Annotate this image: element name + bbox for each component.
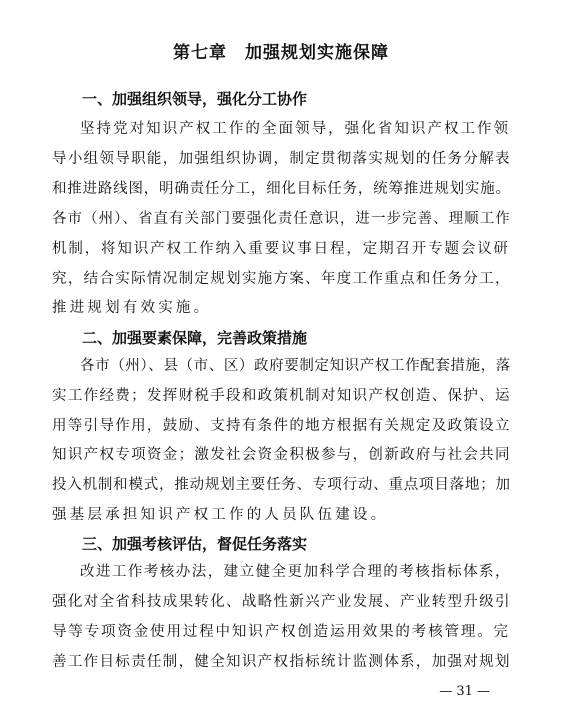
paragraph-line: 实工作经费；发挥财税手段和政策机制对知识产权创造、保护、运 [52,388,511,404]
paragraph-line: 各市（州）、省直有关部门要强化责任意识，进一步完善、理顺工作 [52,211,511,227]
paragraph-line: 各市（州）、县（市、区）政府要制定知识产权工作配套措施，落 [80,358,511,374]
paragraph-line: 和推进路线图，明确责任分工，细化目标任务，统筹推进规划实施。 [52,181,511,197]
paragraph-line: 导小组领导职能，加强组织协调，制定贯彻落实规划的任务分解表 [52,151,511,167]
page-number: — 31 — [439,684,490,699]
paragraph-line: 导等专项资金使用过程中知识产权创造运用效果的考核管理。完 [52,624,510,640]
chapter-title: 第七章 加强规划实施保障 [173,43,389,63]
paragraph-line: 机制，将知识产权工作纳入重要议事日程，定期召开专题会议研 [52,241,510,257]
section-heading-1: 一、加强组织领导，强化分工协作 [82,90,308,108]
paragraph-line: 善工作目标责任制，健全知识产权指标统计监测体系，加强对规划 [52,654,511,670]
paragraph-line: 坚持党对知识产权工作的全面领导，强化省知识产权工作领 [80,121,511,137]
paragraph-line: 改进工作考核办法，建立健全更加科学合理的考核指标体系， [80,564,511,580]
section-heading-3: 三、加强考核评估，督促任务落实 [82,535,308,553]
paragraph-line: 强化对全省科技成果转化、战略性新兴产业发展、产业转型升级引 [52,594,511,610]
paragraph-line: 知识产权专项资金；激发社会资金积极参与，创新政府与社会共同 [52,447,511,463]
paragraph-line: 用等引导作用，鼓励、支持有条件的地方根据有关规定及政策设立 [52,418,511,434]
paragraph-line: 推进规划有效实施。 [52,300,212,316]
section-heading-2: 二、加强要素保障，完善政策措施 [82,329,308,347]
paragraph-line: 究，结合实际情况制定规划实施方案、年度工作重点和任务分工， [52,271,511,287]
paragraph-line: 强基层承担知识产权工作的人员队伍建设。 [52,507,389,523]
paragraph-line: 投入机制和模式，推动规划主要任务、专项行动、重点项目落地；加 [52,477,511,493]
